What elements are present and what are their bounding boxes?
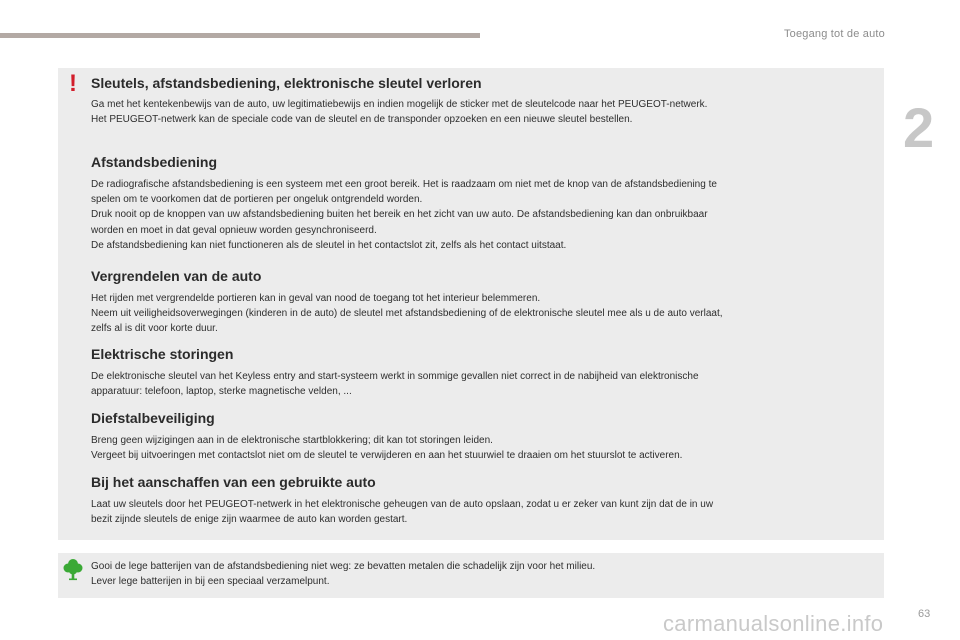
exclamation-icon: ! (69, 70, 77, 97)
warning-block (91, 74, 875, 127)
header-bar (0, 33, 480, 38)
chapter-number: 2 (903, 96, 935, 159)
eco-note-line: Gooi de lege batterijen van de afstandsbediening niet weg: ze bevatten metalen die schadelijk zijn voor het milieu. (91, 561, 596, 572)
section-gebruikte-auto (91, 473, 875, 527)
section-line: Het rijden met vergrendelde portieren kan in geval van nood de toegang tot het interieur belemmeren. (91, 293, 541, 304)
section-line: apparatuur: telefoon, laptop, sterke magnetische velden, ... (91, 386, 352, 398)
section-diefstalbeveiliging (91, 409, 875, 463)
section-line: De afstandsbediening kan niet functioneren als de sleutel in het contactslot zit, zelfs als het contact uitstaat. (91, 239, 567, 251)
section-line: De radiografische afstandsbediening is een systeem met een groot bereik. Het is raadzaam om niet met de knop van de afstandsbediening te (91, 179, 717, 190)
section-title: Vergrendelen van de auto (91, 268, 262, 284)
watermark: carmanualsonline.info (663, 611, 884, 636)
section-label: Toegang tot de auto (783, 28, 885, 40)
section-line: zelfs al is dit voor korte duur. (91, 323, 218, 335)
section-vergrendelen (91, 267, 875, 337)
section-elektrische-storingen (91, 345, 875, 399)
eco-note-text (91, 559, 871, 589)
page-number: 63 (918, 608, 931, 620)
section-line: worden en moet in dat geval opnieuw worden gesynchroniseerd. (91, 224, 377, 236)
section-line: Breng geen wijzigingen aan in de elektronische startblokkering; dit kan tot storingen leiden. (91, 435, 493, 446)
section-title: Bij het aanschaffen van een gebruikte auto (91, 474, 376, 490)
tree-icon (63, 557, 83, 581)
section-line: bezit zijnde sleutels de enige zijn waarmee de auto kan worden gestart. (91, 514, 408, 526)
section-title: Elektrische storingen (91, 346, 234, 362)
warning-line: Ga met het kentekenbewijs van de auto, uw legitimatiebewijs en indien mogelijk de sticker met de sleutelcode naar het PEUGEOT-netwerk. (91, 99, 708, 110)
warning-title: Sleutels, afstandsbediening, elektronische sleutel verloren (91, 75, 482, 91)
section-line: Vergeet bij uitvoeringen met contactslot niet om de sleutel te verwijderen en aan het stuurwiel te draaien om het stuurslot te activeren. (91, 450, 683, 462)
section-line: spelen om te voorkomen dat de portieren per ongeluk ontgrendeld worden. (91, 194, 423, 206)
section-afstandsbediening (91, 153, 875, 253)
eco-note-line: Lever lege batterijen in bij een speciaal verzamelpunt. (91, 576, 330, 588)
section-line: De elektronische sleutel van het Keyless entry and start-systeem werkt in sommige gevallen niet correct in de nabijheid van elektronische (91, 371, 699, 382)
section-line: Neem uit veiligheidsoverwegingen (kinderen in de auto) de sleutel met afstandsbediening of de elektronische sleutel mee als u de auto verlaat, (91, 308, 723, 320)
section-title: Diefstalbeveiliging (91, 410, 215, 426)
section-line: Laat uw sleutels door het PEUGEOT-netwerk in het elektronische geheugen van de auto opslaan, zodat u er zeker van kunt zijn dat de in uw (91, 499, 714, 510)
warning-line: Het PEUGEOT-netwerk kan de speciale code van de sleutel en de transponder opzoeken en een nieuwe sleutel bestellen. (91, 114, 633, 126)
section-title: Afstandsbediening (91, 154, 218, 170)
section-line: Druk nooit op de knoppen van uw afstandsbediening buiten het bereik en het zicht van uw auto. De afstandsbediening kan dan onbruikbaar (91, 209, 708, 221)
